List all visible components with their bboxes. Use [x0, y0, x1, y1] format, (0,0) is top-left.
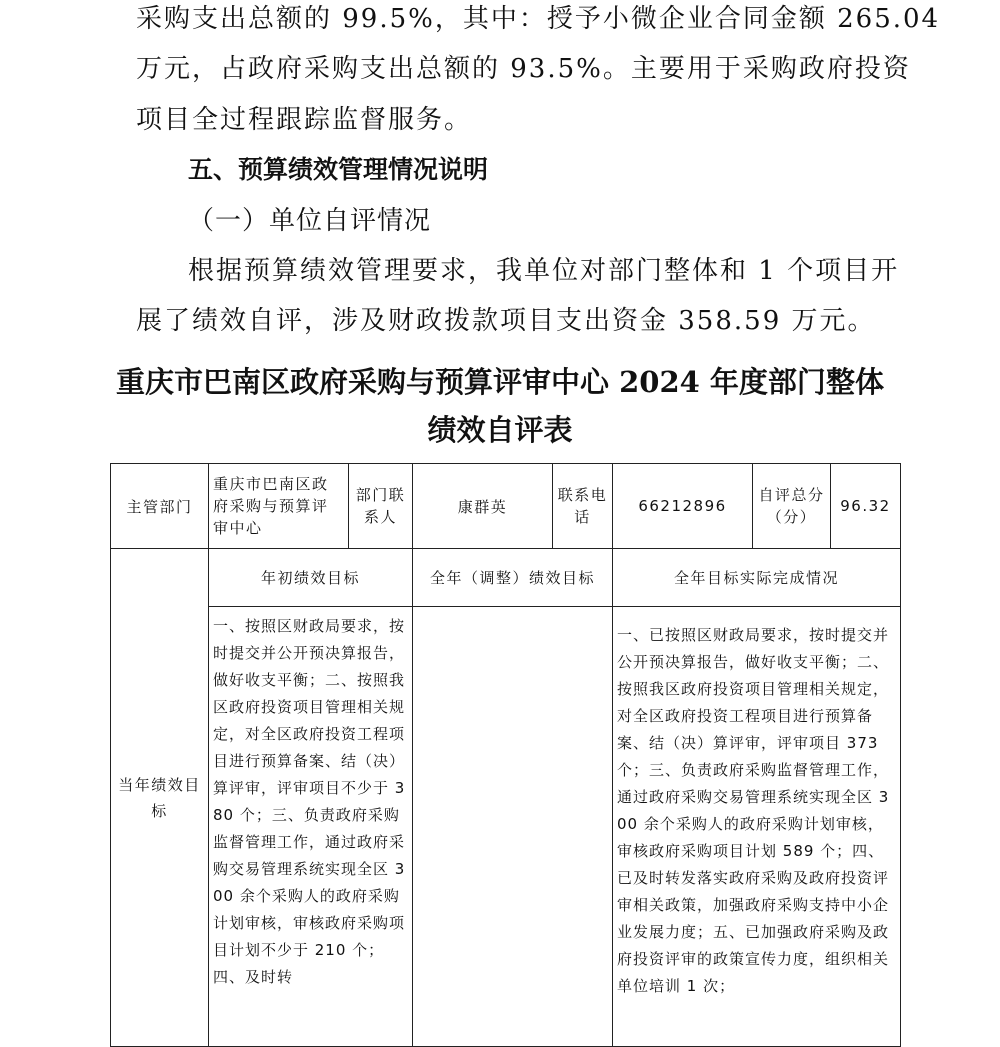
col-initial-goals: 年初绩效目标 — [209, 549, 413, 607]
table-row — [111, 464, 901, 549]
paragraph-line: 采购支出总额的 99.5%，其中：授予小微企业合同金额 265.04 — [136, 4, 941, 34]
adjusted-goals-text — [413, 607, 613, 1047]
phone-value: 66212896 — [613, 464, 753, 549]
goals-row-label: 当年绩效目标 — [111, 549, 209, 1047]
paragraph-line: 展了绩效自评，涉及财政拨款项目支出资金 358.59 万元。 — [136, 306, 876, 336]
contact-value: 康群英 — [413, 464, 553, 549]
score-label: 自评总分（分） — [753, 464, 831, 549]
dept-label: 主管部门 — [111, 464, 209, 549]
paragraph-line: 万元，占政府采购支出总额的 93.5%。主要用于采购政府投资 — [136, 54, 911, 84]
actual-completion-text: 一、已按照区财政局要求，按时提交并公开预决算报告，做好收支平衡；二、按照我区政府投资项目管理相关规定，对全区政府投资工程项目进行预算备案、结（决）算评审，评审项目 373 个；三、负责政府采购监督管理工作，通过政府采购交易管理系统实现全区 300 余个采购人的政府采购计划审核，审核政府采购项目计划 589 个；四、已及时转发落实政府采购及政府投资评审相关政策，加强政府采购支持中小企业发展力度；五、已加强政府采购及政府投资评审的政策宣传力度，组织相关单位培训 1 次； — [613, 607, 901, 1047]
self-evaluation-table — [110, 463, 901, 1047]
subsection-heading: （一）单位自评情况 — [188, 206, 432, 236]
col-actual-completion: 全年目标实际完成情况 — [613, 549, 901, 607]
section-heading: 五、预算绩效管理情况说明 — [188, 155, 489, 184]
table-title-line2: 绩效自评表 — [427, 413, 573, 447]
score-value: 96.32 — [831, 464, 901, 549]
table-row — [111, 607, 901, 1047]
initial-goals-text: 一、按照区财政局要求，按时提交并公开预决算报告，做好收支平衡；二、按照我区政府投资项目管理相关规定，对全区政府投资工程项目进行预算备案、结（决）算评审，评审项目不少于 380 个；三、负责政府采购监督管理工作，通过政府采购交易管理系统实现全区 300 余个采购人的政府采购计划审核，审核政府采购项目计划不少于 210 个；四、及时转 — [209, 607, 413, 1047]
dept-value: 重庆市巴南区政府采购与预算评审中心 — [209, 464, 349, 549]
table-title-line1: 重庆市巴南区政府采购与预算评审中心 2024 年度部门整体 — [116, 365, 884, 399]
table-row — [111, 549, 901, 607]
contact-label: 部门联系人 — [349, 464, 413, 549]
phone-label: 联系电话 — [553, 464, 613, 549]
col-adjusted-goals: 全年（调整）绩效目标 — [413, 549, 613, 607]
paragraph-line: 根据预算绩效管理要求，我单位对部门整体和 1 个项目开 — [188, 256, 900, 286]
paragraph-line: 项目全过程跟踪监督服务。 — [136, 105, 473, 135]
